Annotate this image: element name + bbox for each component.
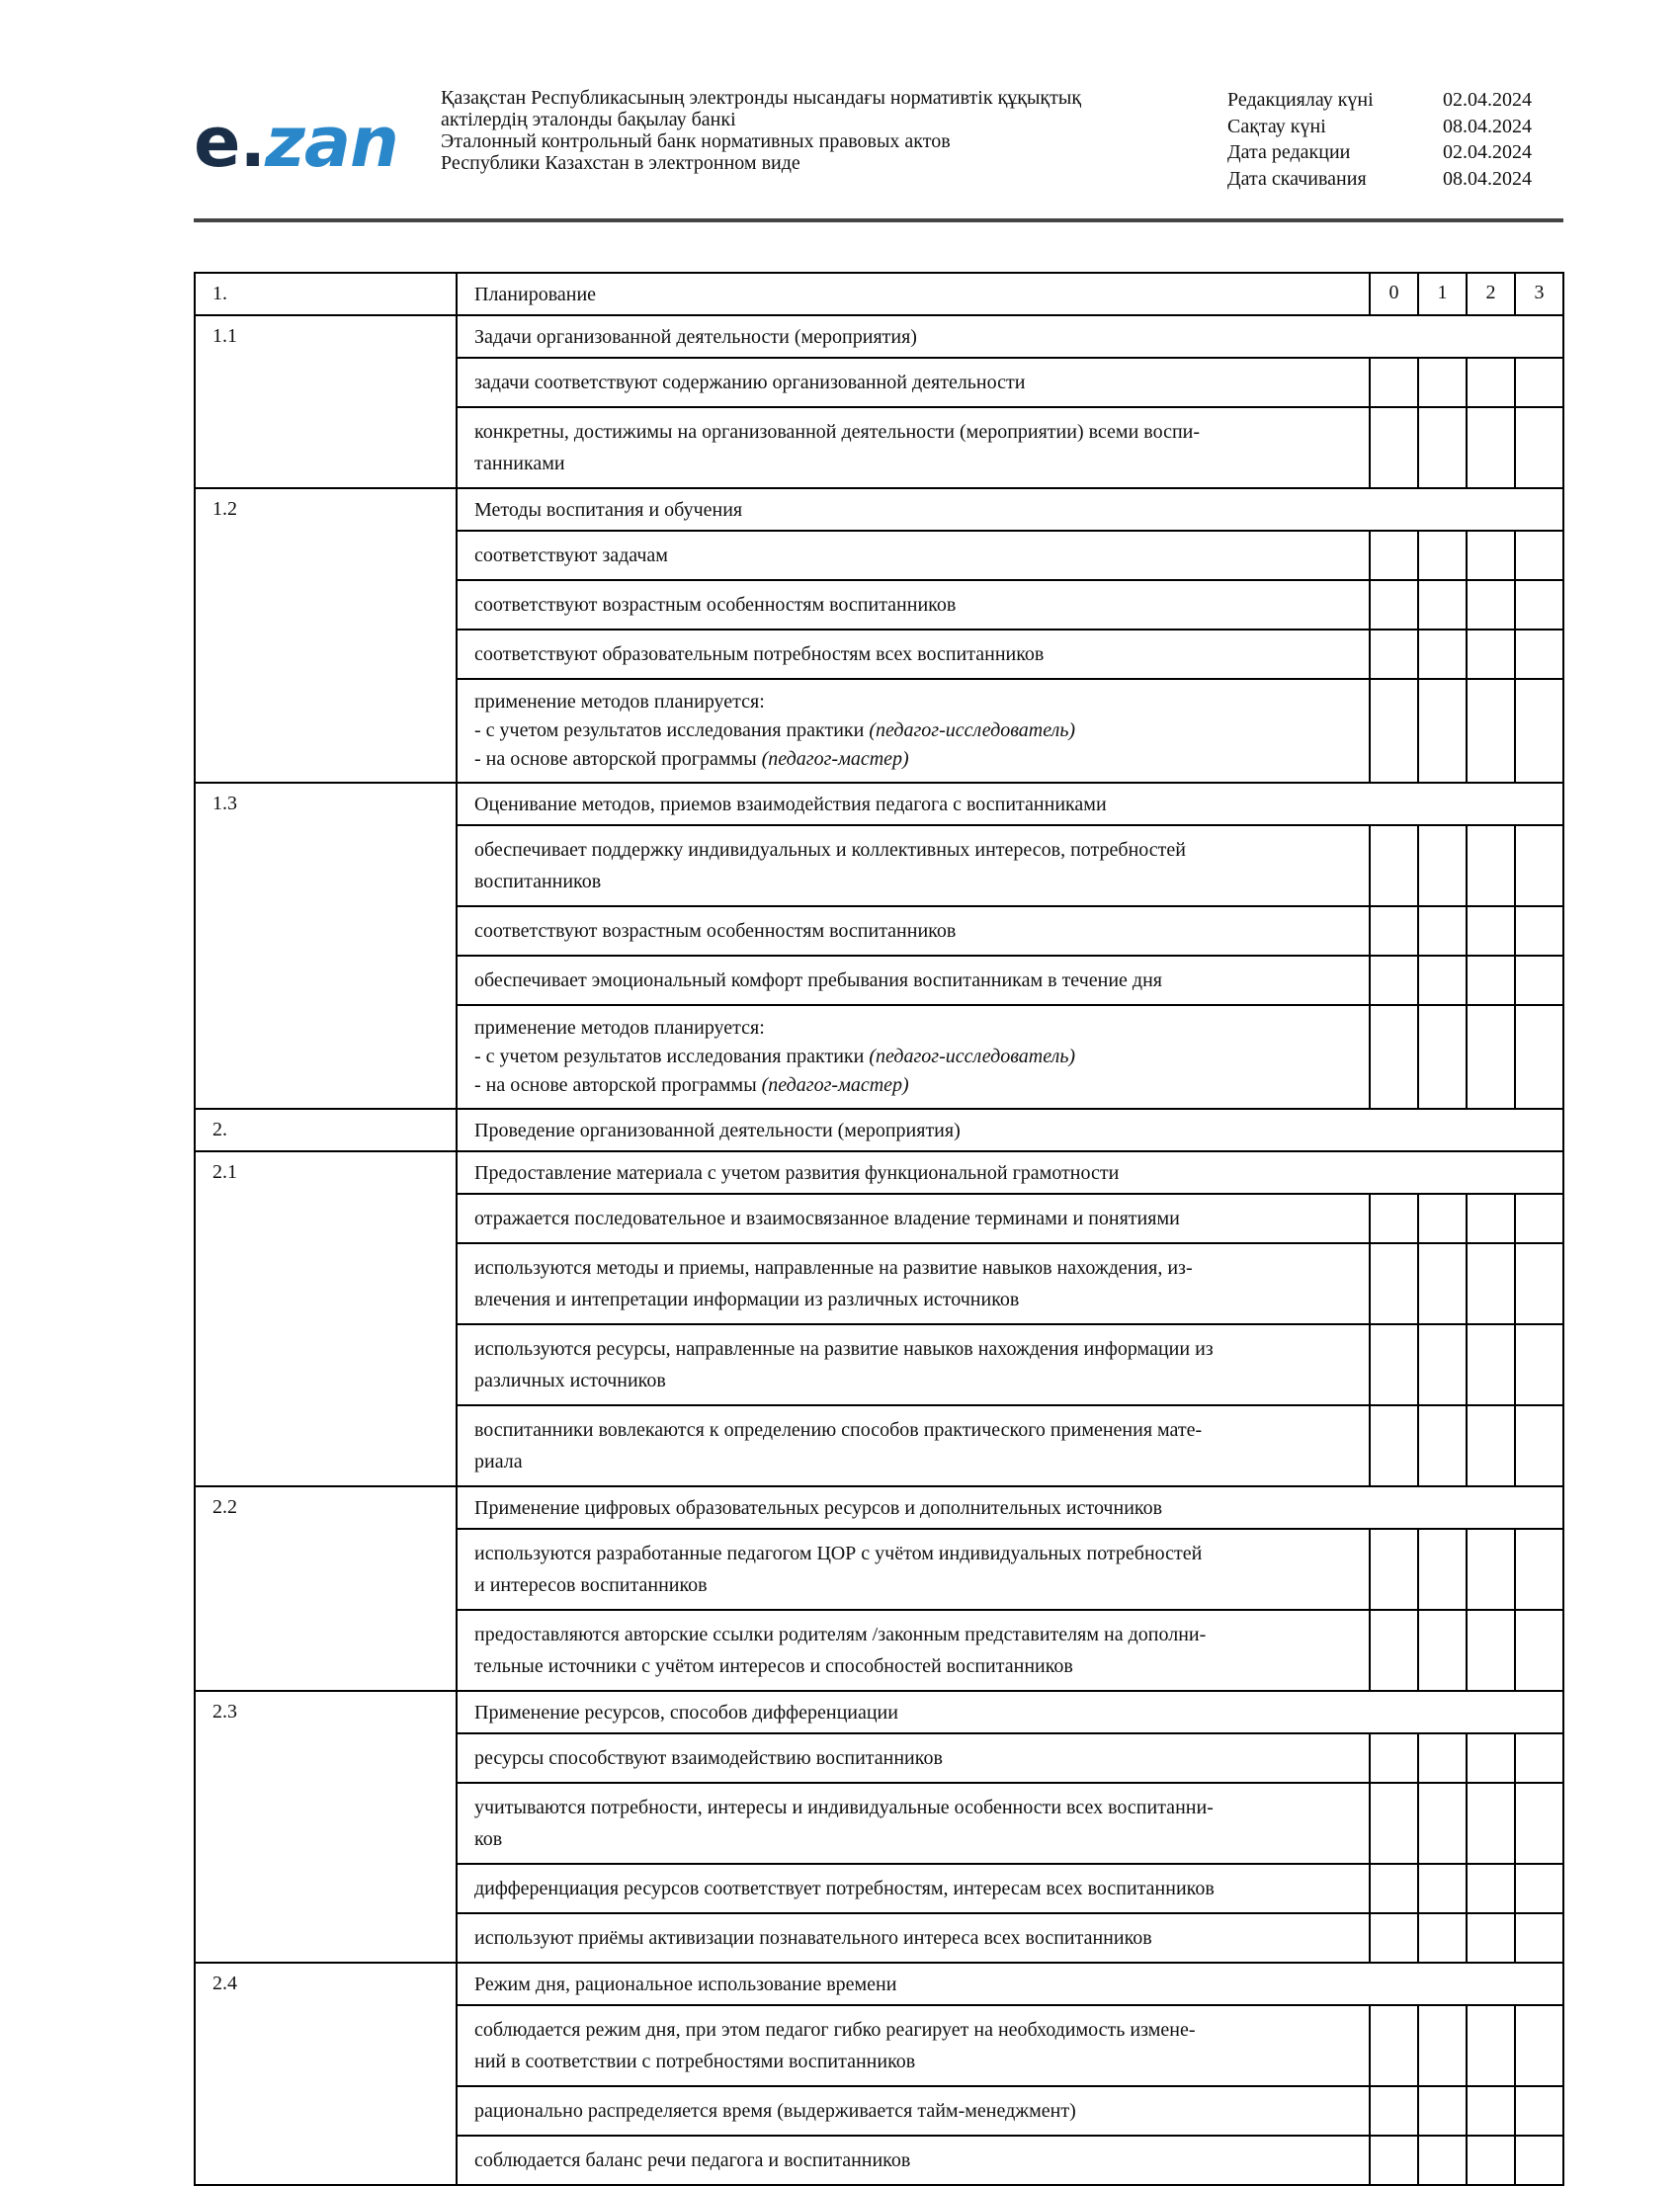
section-row (195, 1151, 1563, 1194)
score-cell[interactable] (1515, 679, 1563, 783)
score-cell[interactable] (1515, 1733, 1563, 1783)
document-header (194, 85, 1562, 223)
criterion-text (457, 825, 1370, 906)
section-title-text: Планирование (474, 284, 597, 305)
criterion-line: обеспечивает эмоциональный комфорт пребывания воспитанникам в течение дня (474, 969, 1162, 991)
header-line: актілердің эталонды бақылау банкі (441, 109, 736, 130)
header-title (441, 87, 1192, 174)
criterion-text (457, 1733, 1370, 1783)
score-cell[interactable] (1418, 630, 1467, 679)
criterion-line: отражается последовательное и взаимосвязанное владение терминами и понятиями (474, 1208, 1180, 1229)
score-cell[interactable] (1370, 2005, 1418, 2086)
score-cell[interactable] (1515, 1864, 1563, 1913)
score-cell[interactable] (1370, 2086, 1418, 2136)
score-cell[interactable] (1418, 825, 1467, 906)
criterion-line: и интересов воспитанников (474, 1574, 708, 1596)
score-cell[interactable] (1370, 825, 1418, 906)
score-cell[interactable] (1467, 1733, 1515, 1783)
criterion-line: соответствуют задачам (474, 545, 668, 566)
meta-value: 08.04.2024 (1443, 167, 1532, 190)
criterion-line: соблюдается баланс речи педагога и воспитанников (474, 2149, 911, 2171)
criterion-text (457, 1243, 1370, 1324)
criterion-line: дифференциация ресурсов соответствует потребностям, интересам всех воспитанников (474, 1878, 1215, 1899)
meta-value: 08.04.2024 (1443, 115, 1532, 137)
meta-label: Сақтау күні (1227, 115, 1326, 137)
score-cell[interactable] (1467, 1783, 1515, 1864)
score-cell[interactable] (1515, 407, 1563, 488)
section-number: 2.3 (195, 1691, 457, 1963)
criterion-text (457, 1864, 1370, 1913)
criterion-text (457, 1783, 1370, 1864)
section-number: 2. (195, 1109, 457, 1151)
section-row (195, 1963, 1563, 2005)
criterion-text (457, 1324, 1370, 1405)
criterion-text (457, 1529, 1370, 1610)
criterion-text (457, 1610, 1370, 1691)
section-title-text: Предоставление материала с учетом развития функциональной грамотности (474, 1162, 1120, 1184)
score-cell[interactable] (1370, 1194, 1418, 1243)
criterion-text (457, 1913, 1370, 1963)
score-cell[interactable] (1370, 1783, 1418, 1864)
score-cell[interactable] (1515, 906, 1563, 956)
role-master: (педагог-мастер) (761, 748, 909, 770)
score-cell[interactable] (1467, 1610, 1515, 1691)
score-cell[interactable] (1370, 2136, 1418, 2185)
score-cell[interactable] (1370, 1243, 1418, 1324)
criterion-line: используются методы и приемы, направленные на развитие навыков нахождения, из- (474, 1257, 1193, 1279)
section-title-text: Задачи организованной деятельности (мероприятия) (474, 326, 917, 348)
score-cell[interactable] (1515, 1405, 1563, 1486)
methods-research: - с учетом результатов исследования практики (педагог-исследователь) (474, 719, 1076, 741)
score-cell[interactable] (1418, 2086, 1467, 2136)
score-cell[interactable] (1370, 580, 1418, 630)
criterion-line: соответствуют образовательным потребностям всех воспитанников (474, 643, 1045, 665)
section-number: 1.2 (195, 488, 457, 783)
criterion-text (457, 2086, 1370, 2136)
section-number: 2.2 (195, 1486, 457, 1691)
section-title-text: Оценивание методов, приемов взаимодействия педагога с воспитанниками (474, 794, 1107, 815)
score-header: 2 (1467, 273, 1515, 315)
score-cell[interactable] (1370, 407, 1418, 488)
methods-intro: применение методов планируется: (474, 691, 765, 713)
section-number: 1.1 (195, 315, 457, 488)
score-cell[interactable] (1467, 358, 1515, 407)
section-title (457, 783, 1563, 825)
meta-row (1227, 139, 1563, 166)
score-cell[interactable] (1515, 2005, 1563, 2086)
score-cell[interactable] (1467, 956, 1515, 1005)
score-cell[interactable] (1467, 1529, 1515, 1610)
score-cell[interactable] (1418, 1243, 1467, 1324)
section-title-text: Методы воспитания и обучения (474, 499, 743, 521)
score-cell[interactable] (1418, 1733, 1467, 1783)
methods-intro: применение методов планируется: (474, 1017, 765, 1039)
score-cell[interactable] (1418, 580, 1467, 630)
score-cell[interactable] (1467, 580, 1515, 630)
criterion-line: задачи соответствуют содержанию организованной деятельности (474, 372, 1026, 393)
score-cell[interactable] (1467, 1405, 1515, 1486)
score-cell[interactable] (1418, 956, 1467, 1005)
score-cell[interactable] (1370, 1529, 1418, 1610)
criterion-text (457, 956, 1370, 1005)
score-cell[interactable] (1370, 531, 1418, 580)
criterion-line: соблюдается режим дня, при этом педагог гибко реагирует на необходимость измене- (474, 2019, 1196, 2041)
criterion-line: ний в соответствии с потребностями воспитанников (474, 2051, 916, 2072)
score-cell[interactable] (1467, 531, 1515, 580)
section-title (457, 315, 1563, 358)
header-divider (194, 218, 1563, 222)
section-number: 2.4 (195, 1963, 457, 2185)
score-cell[interactable] (1418, 531, 1467, 580)
score-cell[interactable] (1467, 1194, 1515, 1243)
score-cell[interactable] (1370, 679, 1418, 783)
score-cell[interactable] (1418, 358, 1467, 407)
score-cell[interactable] (1515, 1610, 1563, 1691)
score-cell[interactable] (1370, 1005, 1418, 1109)
criterion-line: используются разработанные педагогом ЦОР с учётом индивидуальных потребностей (474, 1543, 1203, 1564)
score-cell[interactable] (1370, 956, 1418, 1005)
score-cell[interactable] (1467, 825, 1515, 906)
criterion-line: соответствуют возрастным особенностям воспитанников (474, 594, 957, 616)
score-cell[interactable] (1370, 1324, 1418, 1405)
meta-value: 02.04.2024 (1443, 89, 1532, 111)
criterion-text (457, 2005, 1370, 2086)
score-cell[interactable] (1467, 1913, 1515, 1963)
section-title (457, 1691, 1563, 1733)
evaluation-table (194, 272, 1564, 2186)
score-cell[interactable] (1370, 1913, 1418, 1963)
criterion-text (457, 580, 1370, 630)
score-cell[interactable] (1515, 1913, 1563, 1963)
score-cell[interactable] (1515, 956, 1563, 1005)
section-title-text: Применение цифровых образовательных ресурсов и дополнительных источников (474, 1497, 1163, 1519)
section-title (457, 273, 1370, 315)
section-title-text: Проведение организованной деятельности (мероприятия) (474, 1120, 961, 1141)
score-cell[interactable] (1515, 580, 1563, 630)
score-cell[interactable] (1418, 679, 1467, 783)
score-cell[interactable] (1467, 1243, 1515, 1324)
methods-research: - с учетом результатов исследования практики (педагог-исследователь) (474, 1046, 1076, 1067)
score-cell[interactable] (1418, 1783, 1467, 1864)
meta-label: Редакциялау күні (1227, 89, 1374, 111)
score-cell[interactable] (1515, 1194, 1563, 1243)
criterion-text (457, 407, 1370, 488)
section-number: 1.3 (195, 783, 457, 1109)
score-cell[interactable] (1418, 1913, 1467, 1963)
score-cell[interactable] (1515, 1243, 1563, 1324)
score-cell[interactable] (1515, 2086, 1563, 2136)
section-title (457, 1963, 1563, 2005)
criterion-line: влечения и интепретации информации из различных источников (474, 1289, 1020, 1310)
role-master: (педагог-мастер) (761, 1074, 909, 1096)
score-cell[interactable] (1515, 1783, 1563, 1864)
criterion-line: используются ресурсы, направленные на развитие навыков нахождения информации из (474, 1338, 1214, 1360)
criterion-text (457, 1194, 1370, 1243)
methods-master: - на основе авторской программы (педагог-мастер) (474, 748, 909, 770)
score-cell[interactable] (1515, 825, 1563, 906)
score-cell[interactable] (1467, 2005, 1515, 2086)
section-title-text: Режим дня, рациональное использование времени (474, 1974, 897, 1995)
criterion-text (457, 358, 1370, 407)
score-cell[interactable] (1418, 1864, 1467, 1913)
section-row (195, 315, 1563, 358)
score-cell[interactable] (1515, 531, 1563, 580)
section-row (195, 488, 1563, 531)
criterion-text (457, 906, 1370, 956)
score-cell[interactable] (1467, 1864, 1515, 1913)
criterion-line: учитываются потребности, интересы и индивидуальные особенности всех воспитанни- (474, 1797, 1214, 1818)
section-title (457, 1151, 1563, 1194)
score-cell[interactable] (1418, 2136, 1467, 2185)
score-cell[interactable] (1515, 2136, 1563, 2185)
criterion-line: используют приёмы активизации познавательного интереса всех воспитанников (474, 1927, 1152, 1949)
criterion-line: обеспечивает поддержку индивидуальных и коллективных интересов, потребностей (474, 839, 1186, 861)
score-header: 3 (1515, 273, 1563, 315)
methods-master: - на основе авторской программы (педагог-мастер) (474, 1074, 909, 1096)
score-cell[interactable] (1467, 679, 1515, 783)
criterion-line: ков (474, 1828, 503, 1850)
score-cell[interactable] (1370, 1610, 1418, 1691)
score-cell[interactable] (1418, 906, 1467, 956)
score-header: 1 (1418, 273, 1467, 315)
section-row (195, 1109, 1563, 1151)
score-cell[interactable] (1515, 358, 1563, 407)
ezan-logo: e.zan (194, 102, 398, 183)
score-cell[interactable] (1515, 1529, 1563, 1610)
meta-value: 02.04.2024 (1443, 141, 1532, 163)
score-cell[interactable] (1418, 1529, 1467, 1610)
section-title (457, 488, 1563, 531)
score-cell[interactable] (1515, 1324, 1563, 1405)
score-cell[interactable] (1467, 2136, 1515, 2185)
header-dates (1227, 87, 1563, 192)
criterion-text (457, 1405, 1370, 1486)
score-cell[interactable] (1467, 1005, 1515, 1109)
section-number: 2.1 (195, 1151, 457, 1486)
header-line: Эталонный контрольный банк нормативных правовых актов (441, 130, 951, 152)
criterion-line: воспитанники вовлекаются к определению способов практического применения мате- (474, 1419, 1203, 1441)
score-cell[interactable] (1418, 1005, 1467, 1109)
meta-row (1227, 114, 1563, 140)
header-line: Республики Казахстан в электронном виде (441, 152, 800, 174)
score-cell[interactable] (1515, 630, 1563, 679)
meta-row (1227, 87, 1563, 114)
score-cell[interactable] (1370, 906, 1418, 956)
score-cell[interactable] (1370, 358, 1418, 407)
section-row (195, 273, 1563, 315)
criterion-text (457, 531, 1370, 580)
criterion-line: рационально распределяется время (выдерживается тайм-менеджмент) (474, 2100, 1076, 2122)
score-cell[interactable] (1370, 1405, 1418, 1486)
section-row (195, 783, 1563, 825)
section-row (195, 1486, 1563, 1529)
criterion-line: ресурсы способствуют взаимодействию воспитанников (474, 1747, 943, 1769)
methods-text (457, 679, 1370, 783)
score-cell[interactable] (1418, 1610, 1467, 1691)
meta-row (1227, 166, 1563, 193)
score-cell[interactable] (1467, 1324, 1515, 1405)
criterion-line: конкретны, достижимы на организованной деятельности (мероприятии) всеми воспи- (474, 421, 1201, 443)
role-researcher: (педагог-исследователь) (869, 1046, 1076, 1067)
meta-label: Дата редакции (1227, 141, 1351, 163)
header-line: Қазақстан Республикасының электронды нысандағы нормативтік құқықтық (441, 87, 1082, 109)
criterion-line: риала (474, 1451, 523, 1472)
section-title (457, 1109, 1563, 1151)
score-cell[interactable] (1467, 2086, 1515, 2136)
section-title (457, 1486, 1563, 1529)
score-cell[interactable] (1418, 1324, 1467, 1405)
role-researcher: (педагог-исследователь) (869, 719, 1076, 741)
score-header: 0 (1370, 273, 1418, 315)
criterion-text (457, 630, 1370, 679)
score-cell[interactable] (1418, 2005, 1467, 2086)
score-cell[interactable] (1370, 1733, 1418, 1783)
score-cell[interactable] (1418, 1194, 1467, 1243)
methods-text (457, 1005, 1370, 1109)
score-cell[interactable] (1515, 1005, 1563, 1109)
criterion-line: воспитанников (474, 871, 602, 892)
criterion-text (457, 2136, 1370, 2185)
criterion-line: предоставляются авторские ссылки родителям /законным представителям на дополни- (474, 1624, 1207, 1645)
score-cell[interactable] (1418, 1405, 1467, 1486)
score-cell[interactable] (1467, 407, 1515, 488)
meta-label: Дата скачивания (1227, 167, 1367, 190)
score-cell[interactable] (1467, 906, 1515, 956)
section-number: 1. (195, 273, 457, 315)
criterion-line: танниками (474, 453, 565, 474)
score-cell[interactable] (1370, 630, 1418, 679)
score-cell[interactable] (1467, 630, 1515, 679)
score-cell[interactable] (1370, 1864, 1418, 1913)
criterion-line: тельные источники с учётом интересов и способностей воспитанников (474, 1655, 1073, 1677)
section-title-text: Применение ресурсов, способов дифференциации (474, 1702, 898, 1724)
score-cell[interactable] (1418, 407, 1467, 488)
criterion-line: соответствуют возрастным особенностям воспитанников (474, 920, 957, 942)
criterion-line: различных источников (474, 1370, 666, 1391)
section-row (195, 1691, 1563, 1733)
